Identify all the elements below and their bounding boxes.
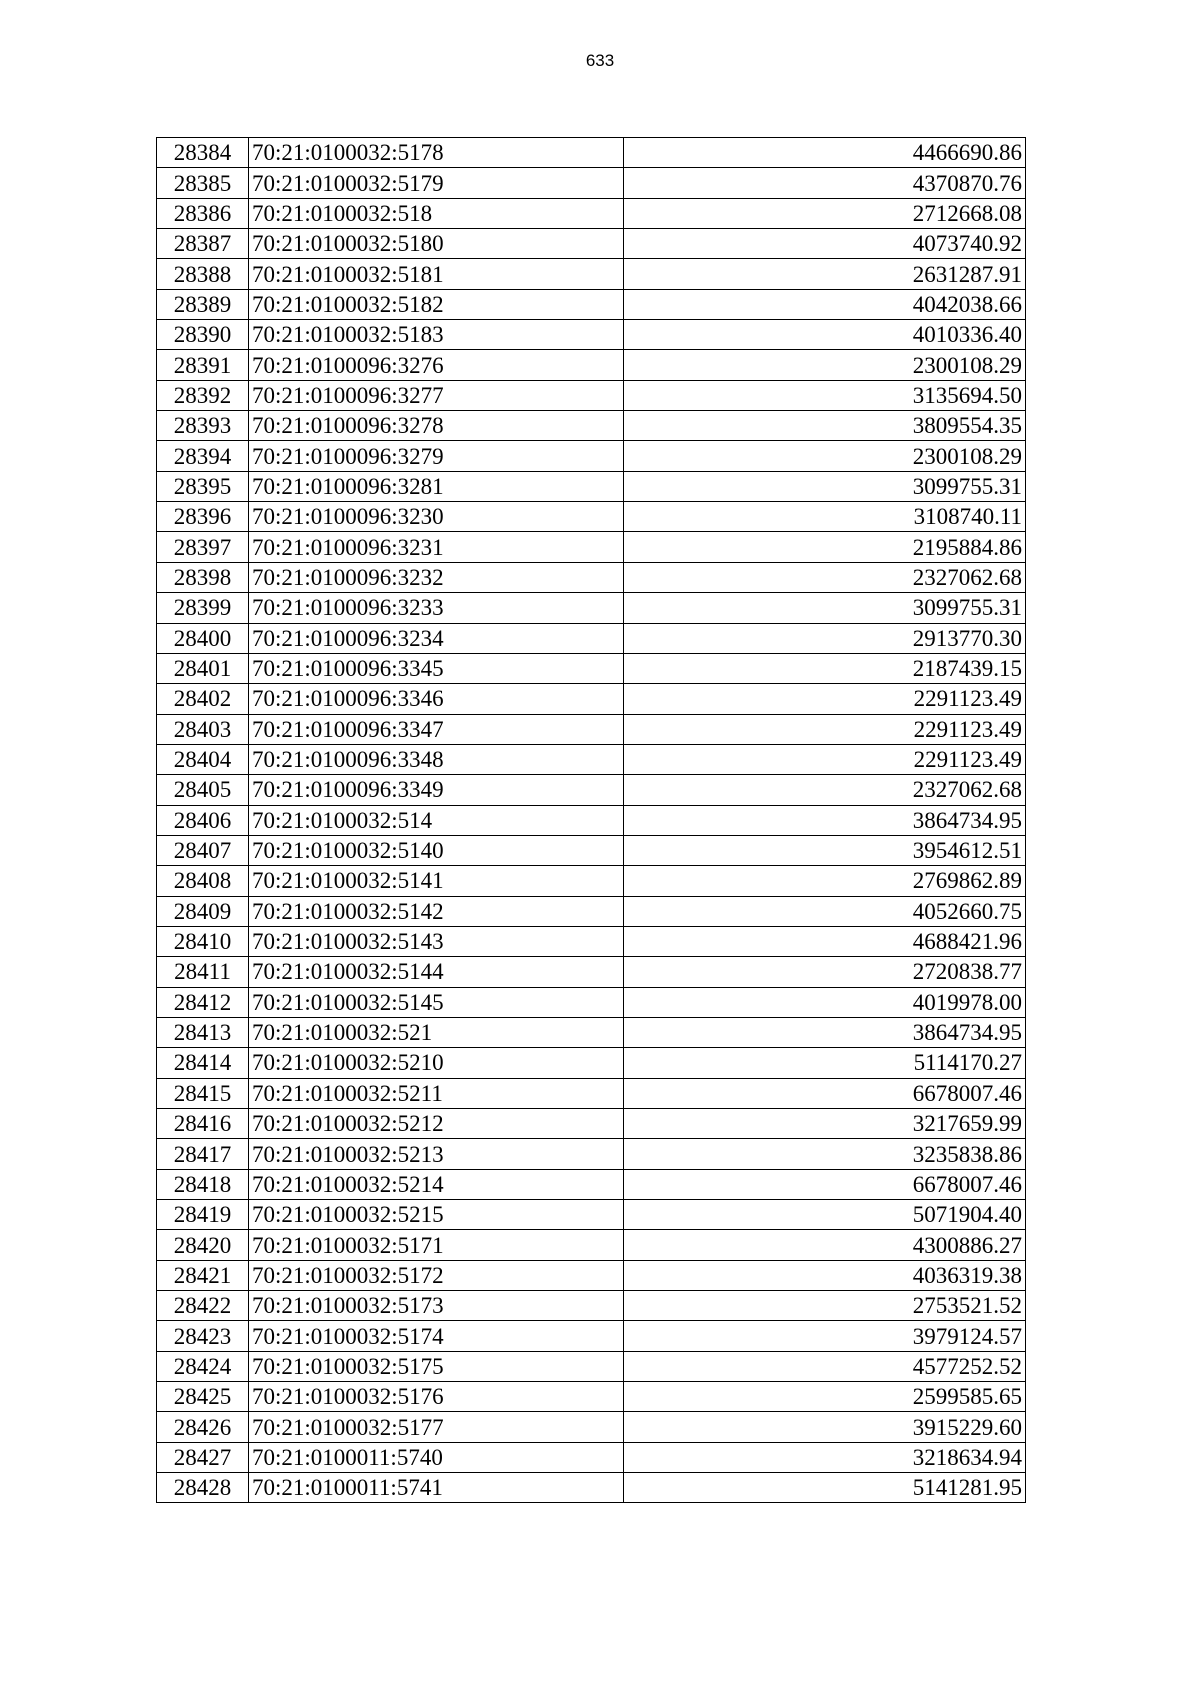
cadastral-value-cell: 2631287.91 [624,259,1026,289]
cadastral-number-cell: 70:21:0100032:5182 [249,289,624,319]
cadastral-number-cell: 70:21:0100096:3234 [249,623,624,653]
row-number-cell: 28417 [157,1139,249,1169]
row-number-cell: 28390 [157,320,249,350]
cadastral-number-cell: 70:21:0100032:5174 [249,1321,624,1351]
cadastral-value-cell: 2753521.52 [624,1291,1026,1321]
row-number-cell: 28387 [157,229,249,259]
row-number-cell: 28392 [157,380,249,410]
table-row [157,775,1026,805]
cadastral-value-cell: 2720838.77 [624,957,1026,987]
cadastral-number-cell: 70:21:0100032:5142 [249,896,624,926]
row-number-cell: 28427 [157,1442,249,1472]
cadastral-number-cell: 70:21:0100032:5213 [249,1139,624,1169]
cadastral-number-cell: 70:21:0100096:3349 [249,775,624,805]
cadastral-value-cell: 4036319.38 [624,1260,1026,1290]
row-number-cell: 28418 [157,1169,249,1199]
cadastral-number-cell: 70:21:0100032:5177 [249,1412,624,1442]
table-row [157,380,1026,410]
cadastral-number-cell: 70:21:0100032:518 [249,198,624,228]
cadastral-value-cell: 2599585.65 [624,1382,1026,1412]
row-number-cell: 28428 [157,1473,249,1503]
cadastral-value-cell: 2769862.89 [624,866,1026,896]
cadastral-number-cell: 70:21:0100096:3276 [249,350,624,380]
cadastral-value-cell: 3864734.95 [624,1017,1026,1047]
row-number-cell: 28395 [157,471,249,501]
table-row [157,1017,1026,1047]
cadastral-value-cell: 2291123.49 [624,684,1026,714]
cadastral-number-cell: 70:21:0100011:5741 [249,1473,624,1503]
cadastral-number-cell: 70:21:0100032:5180 [249,229,624,259]
table-row [157,441,1026,471]
row-number-cell: 28414 [157,1048,249,1078]
table-row [157,957,1026,987]
cadastral-value-cell: 3979124.57 [624,1321,1026,1351]
cadastral-value-cell: 6678007.46 [624,1169,1026,1199]
table-row [157,1260,1026,1290]
cadastral-number-cell: 70:21:0100032:5214 [249,1169,624,1199]
cadastral-value-cell: 3218634.94 [624,1442,1026,1472]
table-row [157,744,1026,774]
cadastral-value-cell: 5141281.95 [624,1473,1026,1503]
row-number-cell: 28396 [157,502,249,532]
row-number-cell: 28406 [157,805,249,835]
cadastral-number-cell: 70:21:0100032:5176 [249,1382,624,1412]
table-row [157,593,1026,623]
row-number-cell: 28404 [157,744,249,774]
row-number-cell: 28400 [157,623,249,653]
row-number-cell: 28420 [157,1230,249,1260]
cadastral-value-cell: 3235838.86 [624,1139,1026,1169]
table-row [157,896,1026,926]
cadastral-value-cell: 3108740.11 [624,502,1026,532]
cadastral-number-cell: 70:21:0100032:5210 [249,1048,624,1078]
cadastral-value-cell: 4019978.00 [624,987,1026,1017]
cadastral-value-cell: 2187439.15 [624,653,1026,683]
table-row [157,1351,1026,1381]
cadastral-number-cell: 70:21:0100096:3230 [249,502,624,532]
table-row [157,320,1026,350]
cadastral-value-cell: 3915229.60 [624,1412,1026,1442]
table-row [157,1291,1026,1321]
row-number-cell: 28405 [157,775,249,805]
table-row [157,1442,1026,1472]
row-number-cell: 28423 [157,1321,249,1351]
cadastral-value-cell: 4052660.75 [624,896,1026,926]
row-number-cell: 28411 [157,957,249,987]
cadastral-value-cell: 3864734.95 [624,805,1026,835]
table-row [157,835,1026,865]
cadastral-value-cell: 3217659.99 [624,1109,1026,1139]
row-number-cell: 28403 [157,714,249,744]
table-row [157,987,1026,1017]
table-body [157,138,1026,1503]
table-row [157,350,1026,380]
cadastral-value-cell: 4010336.40 [624,320,1026,350]
table-row [157,259,1026,289]
row-number-cell: 28422 [157,1291,249,1321]
cadastral-value-cell: 4300886.27 [624,1230,1026,1260]
cadastral-number-cell: 70:21:0100096:3277 [249,380,624,410]
cadastral-number-cell: 70:21:0100032:5144 [249,957,624,987]
row-number-cell: 28401 [157,653,249,683]
cadastral-number-cell: 70:21:0100096:3279 [249,441,624,471]
cadastral-value-cell: 2327062.68 [624,775,1026,805]
cadastral-number-cell: 70:21:0100032:5172 [249,1260,624,1290]
cadastral-value-cell: 2300108.29 [624,350,1026,380]
row-number-cell: 28386 [157,198,249,228]
cadastral-value-cell: 2300108.29 [624,441,1026,471]
cadastral-number-cell: 70:21:0100032:5212 [249,1109,624,1139]
table-row [157,1230,1026,1260]
cadastral-value-cell: 2291123.49 [624,714,1026,744]
cadastral-value-cell: 4042038.66 [624,289,1026,319]
cadastral-value-cell: 2291123.49 [624,744,1026,774]
cadastral-number-cell: 70:21:0100032:5175 [249,1351,624,1381]
table-row [157,623,1026,653]
table-row [157,1412,1026,1442]
table-row [157,502,1026,532]
table-row [157,471,1026,501]
cadastral-number-cell: 70:21:0100096:3233 [249,593,624,623]
row-number-cell: 28410 [157,926,249,956]
cadastral-number-cell: 70:21:0100032:5183 [249,320,624,350]
cadastral-number-cell: 70:21:0100032:5141 [249,866,624,896]
table-row [157,562,1026,592]
cadastral-number-cell: 70:21:0100096:3347 [249,714,624,744]
cadastral-value-cell: 2327062.68 [624,562,1026,592]
cadastral-number-cell: 70:21:0100032:5171 [249,1230,624,1260]
table-row [157,1200,1026,1230]
table-row [157,1473,1026,1503]
row-number-cell: 28419 [157,1200,249,1230]
table-row [157,168,1026,198]
cadastral-value-cell: 3135694.50 [624,380,1026,410]
table-row [157,1321,1026,1351]
table-row [157,1382,1026,1412]
cadastral-number-cell: 70:21:0100011:5740 [249,1442,624,1472]
row-number-cell: 28393 [157,411,249,441]
row-number-cell: 28407 [157,835,249,865]
table-row [157,1078,1026,1108]
table-row [157,229,1026,259]
row-number-cell: 28413 [157,1017,249,1047]
cadastral-number-cell: 70:21:0100032:5145 [249,987,624,1017]
cadastral-number-cell: 70:21:0100096:3278 [249,411,624,441]
cadastral-number-cell: 70:21:0100032:5181 [249,259,624,289]
cadastral-value-cell: 5071904.40 [624,1200,1026,1230]
row-number-cell: 28408 [157,866,249,896]
row-number-cell: 28394 [157,441,249,471]
table-row [157,653,1026,683]
row-number-cell: 28398 [157,562,249,592]
row-number-cell: 28424 [157,1351,249,1381]
cadastral-number-cell: 70:21:0100032:514 [249,805,624,835]
cadastral-number-cell: 70:21:0100096:3345 [249,653,624,683]
row-number-cell: 28391 [157,350,249,380]
cadastral-value-cell: 4466690.86 [624,138,1026,168]
row-number-cell: 28421 [157,1260,249,1290]
table-row [157,1139,1026,1169]
table-row [157,198,1026,228]
table-row [157,714,1026,744]
cadastral-value-cell: 2712668.08 [624,198,1026,228]
cadastral-number-cell: 70:21:0100096:3281 [249,471,624,501]
table-row [157,411,1026,441]
row-number-cell: 28389 [157,289,249,319]
page-number: 633 [585,51,615,70]
cadastral-value-cell: 5114170.27 [624,1048,1026,1078]
cadastral-value-cell: 3099755.31 [624,593,1026,623]
cadastral-value-table [156,137,1026,1503]
cadastral-value-cell: 4688421.96 [624,926,1026,956]
cadastral-number-cell: 70:21:0100096:3232 [249,562,624,592]
cadastral-number-cell: 70:21:0100096:3348 [249,744,624,774]
row-number-cell: 28388 [157,259,249,289]
cadastral-value-cell: 3099755.31 [624,471,1026,501]
row-number-cell: 28385 [157,168,249,198]
cadastral-number-cell: 70:21:0100032:5178 [249,138,624,168]
cadastral-number-cell: 70:21:0100032:5143 [249,926,624,956]
cadastral-value-cell: 3954612.51 [624,835,1026,865]
table-row [157,289,1026,319]
cadastral-value-cell: 6678007.46 [624,1078,1026,1108]
cadastral-number-cell: 70:21:0100032:521 [249,1017,624,1047]
row-number-cell: 28426 [157,1412,249,1442]
cadastral-value-cell: 4370870.76 [624,168,1026,198]
table-row [157,1109,1026,1139]
row-number-cell: 28425 [157,1382,249,1412]
table-row [157,532,1026,562]
cadastral-value-cell: 2913770.30 [624,623,1026,653]
cadastral-number-cell: 70:21:0100032:5140 [249,835,624,865]
cadastral-number-cell: 70:21:0100032:5215 [249,1200,624,1230]
cadastral-value-cell: 3809554.35 [624,411,1026,441]
row-number-cell: 28399 [157,593,249,623]
cadastral-number-cell: 70:21:0100096:3346 [249,684,624,714]
row-number-cell: 28409 [157,896,249,926]
table-row [157,805,1026,835]
row-number-cell: 28415 [157,1078,249,1108]
cadastral-value-cell: 2195884.86 [624,532,1026,562]
table-row [157,684,1026,714]
table-row [157,1048,1026,1078]
row-number-cell: 28397 [157,532,249,562]
row-number-cell: 28384 [157,138,249,168]
cadastral-number-cell: 70:21:0100096:3231 [249,532,624,562]
cadastral-number-cell: 70:21:0100032:5179 [249,168,624,198]
row-number-cell: 28412 [157,987,249,1017]
cadastral-number-cell: 70:21:0100032:5211 [249,1078,624,1108]
row-number-cell: 28402 [157,684,249,714]
table-row [157,866,1026,896]
table-row [157,1169,1026,1199]
cadastral-number-cell: 70:21:0100032:5173 [249,1291,624,1321]
table-row [157,926,1026,956]
row-number-cell: 28416 [157,1109,249,1139]
cadastral-value-cell: 4577252.52 [624,1351,1026,1381]
cadastral-value-cell: 4073740.92 [624,229,1026,259]
table-row [157,138,1026,168]
